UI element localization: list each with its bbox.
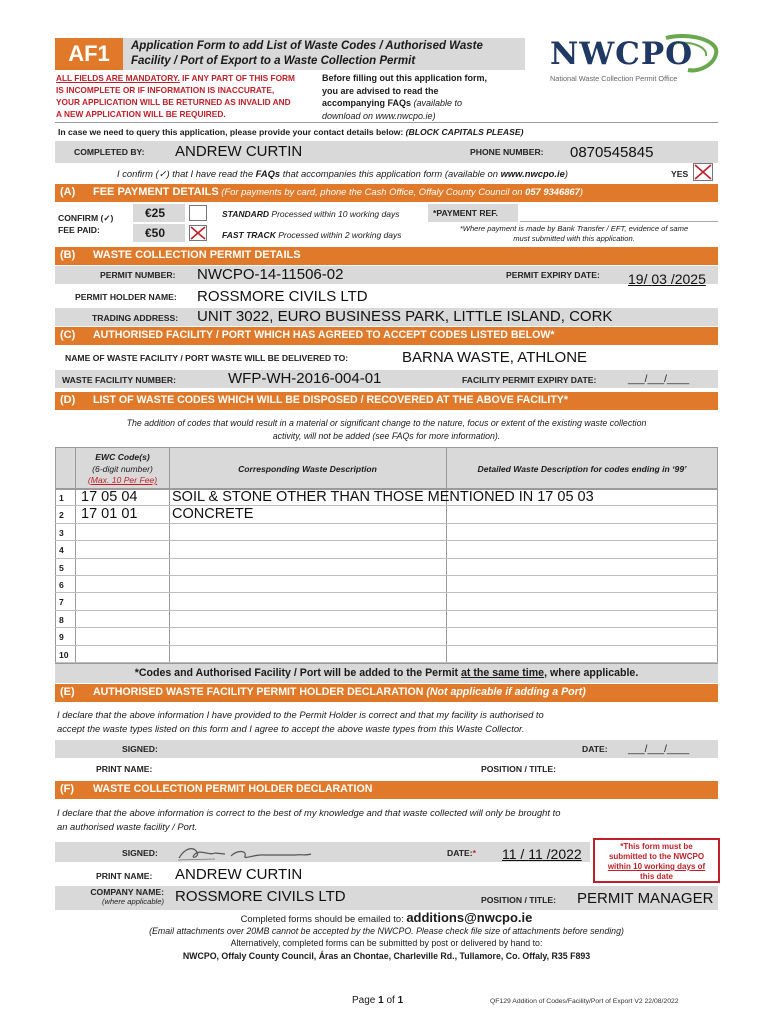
section-e-declaration: I declare that the above information I have provided to the Permit Holder is correct and that my facility is authorised to accept the waste types listed on this form and I agree to accept the above waste types from this Waste Collector. (57, 709, 544, 734)
fee-25-amount: €25 (145, 206, 166, 220)
faq-advice: Before filling out this application form, you are advised to read the accompanying FAQs (available to download on www.nwcpo.ie) (322, 73, 488, 121)
waste-description-field[interactable]: SOIL & STONE OTHER THAN THOSE MENTIONED IN 17 05 03 (172, 489, 594, 505)
section-e-position-label: POSITION / TITLE: (481, 764, 556, 774)
col-desc-header: Corresponding Waste Description (238, 464, 377, 474)
facility-name-label: NAME OF WASTE FACILITY / PORT WASTE WILL BE DELIVERED TO: (65, 353, 349, 363)
table-row (55, 524, 718, 541)
permit-holder-label: PERMIT HOLDER NAME: (75, 292, 177, 302)
table-row (55, 628, 718, 645)
fee-50-amount: €50 (145, 226, 166, 240)
detailed-description-field[interactable] (447, 593, 717, 610)
facility-number-field[interactable]: WFP-WH-2016-004-01 (228, 370, 382, 387)
section-f-company-label: COMPANY NAME: (where applicable) (90, 887, 164, 906)
section-e-signed-label: SIGNED: (122, 744, 158, 754)
post-note: Alternatively, completed forms can be submitted by post or delivered by hand to: (230, 938, 543, 948)
table-row (55, 541, 718, 558)
detailed-description-field[interactable] (447, 646, 717, 663)
fee-25-checkbox[interactable] (189, 205, 207, 221)
mandatory-notice: ALL FIELDS ARE MANDATORY. IF ANY PART OF THIS FORM IS INCOMPLETE OR IF INFORMATION IS INACCURATE, YOUR APPLICATION WILL BE RETURNED AS INVALID AND A NEW APPLICATION WILL BE REQUIRED. (56, 73, 295, 119)
permit-number-field[interactable]: NWCPO-14-11506-02 (197, 266, 344, 283)
section-b-header: (B) WASTE COLLECTION PERMIT DETAILS (55, 247, 718, 265)
detailed-description-field[interactable] (447, 559, 717, 576)
yes-label: YES (671, 169, 689, 179)
facility-number-label: WASTE FACILITY NUMBER: (62, 375, 176, 385)
query-instruction: In case we need to query this application, please provide your contact details below: (BLOCK CAPITALS PLEASE) (58, 127, 524, 137)
document-reference: QF129 Addition of Codes/Facility/Port of Export V2 22/08/2022 (490, 998, 679, 1005)
form-title-line2: Facility / Port of Export to a Waste Collection Permit (131, 55, 416, 67)
row-number: 5 (59, 562, 64, 573)
table-row (55, 646, 718, 663)
attachment-note: (Email attachments over 20MB cannot be accepted by the NWCPO. Please check file size of attachments before sending) (149, 926, 624, 936)
form-title-line1: Application Form to add List of Waste Codes / Authorised Waste (131, 40, 483, 52)
detailed-description-field[interactable] (447, 524, 717, 541)
section-f-date-field[interactable]: 11 / 11 /2022 (502, 846, 582, 862)
facility-expiry-label: FACILITY PERMIT EXPIRY DATE: (462, 375, 597, 385)
section-f-print-field[interactable]: ANDREW CURTIN (175, 866, 303, 883)
nwcpo-logo (548, 32, 723, 87)
row-number: 3 (59, 527, 64, 538)
table-row (55, 611, 718, 628)
section-f-signed-label: SIGNED: (122, 848, 158, 858)
section-e-header: (E) AUTHORISED WASTE FACILITY PERMIT HOLDER DECLARATION (Not applicable if adding a Port) (55, 684, 718, 702)
permit-expiry-label: PERMIT EXPIRY DATE: (506, 270, 600, 280)
facility-name-field[interactable]: BARNA WASTE, ATHLONE (402, 349, 588, 366)
section-e-print-label: PRINT NAME: (96, 764, 153, 774)
logo-wordmark: NWCPO (550, 36, 694, 72)
section-f-date-label: DATE:* (447, 848, 476, 858)
page-number: Page 1 of 1 (352, 995, 404, 1006)
table-row (55, 593, 718, 610)
section-e-date-label: DATE: (582, 744, 608, 754)
section-c-header: (C) AUTHORISED FACILITY / PORT WHICH HAS AGREED TO ACCEPT CODES LISTED BELOW* (55, 327, 718, 345)
row-number: 1 (59, 493, 64, 503)
phone-field[interactable]: 0870545845 (570, 144, 654, 161)
permit-expiry-field[interactable]: 19/ 03 /2025 (628, 271, 706, 287)
postal-address: NWCPO, Offaly County Council, Áras an Chontae, Charleville Rd., Tullamore, Co. Offaly, R35 F893 (182, 951, 591, 961)
row-number: 9 (59, 632, 64, 643)
ewc-code-field[interactable]: 17 01 01 (81, 506, 138, 523)
row-number: 10 (59, 649, 69, 660)
faq-confirm-checkbox[interactable] (693, 163, 713, 181)
detailed-description-field[interactable] (447, 541, 717, 558)
section-e-date-field[interactable]: ___/___/____ (628, 744, 690, 755)
section-e-signature-field[interactable] (172, 740, 472, 758)
section-f-position-label: POSITION / TITLE: (481, 895, 556, 905)
trading-address-label: TRADING ADDRESS: (92, 313, 179, 323)
section-e-position-field[interactable] (575, 760, 715, 778)
form-code-badge: AF1 (55, 38, 123, 70)
section-e-print-field[interactable] (172, 760, 472, 778)
row-number: 7 (59, 597, 64, 608)
waste-description-field[interactable]: CONCRETE (172, 506, 254, 523)
faq-confirm-text: I confirm (✓) that I have read the FAQs that accompanies this application form (available on www.nwcpo.ie) (117, 168, 568, 179)
signature-scribble-icon (175, 842, 315, 864)
section-f-company-field[interactable]: ROSSMORE CIVILS LTD (175, 888, 346, 905)
table-row (55, 489, 718, 506)
trading-address-field[interactable]: UNIT 3022, EURO BUSINESS PARK, LITTLE ISLAND, CORK (197, 308, 613, 325)
check-cross-icon (189, 225, 207, 241)
detailed-description-field[interactable] (447, 506, 717, 523)
header-divider (55, 122, 718, 123)
facility-expiry-field[interactable]: ___/___/____ (628, 374, 690, 385)
section-f-declaration: I declare that the above information is correct to the best of my knowledge and that waste collected will only be brought to an authorised waste facility / Port. (57, 807, 561, 832)
submission-deadline-warning: *This form must be submitted to the NWCPO within 10 working days of this date (593, 838, 720, 883)
row-number: 8 (59, 614, 64, 625)
table-row (55, 576, 718, 593)
col-detail-header: Detailed Waste Description for codes ending in ‘99’ (477, 464, 687, 474)
fee-25-desc: STANDARD Processed within 10 working days (222, 209, 400, 219)
col-ewc-header: EWC Code(s) (6-digit number) (Max. 10 Per Fee) (87, 452, 158, 485)
ewc-code-field[interactable]: 17 05 04 (81, 489, 138, 505)
detailed-description-field[interactable] (447, 628, 717, 645)
email-link[interactable]: additions@nwcpo.ie (406, 910, 533, 925)
confirm-fee-label: CONFIRM (✓) FEE PAID: (58, 213, 114, 235)
phone-label: PHONE NUMBER: (470, 147, 544, 157)
completed-by-field[interactable]: ANDREW CURTIN (175, 143, 303, 160)
email-instruction: Completed forms should be emailed to: additions@nwcpo.ie (240, 910, 533, 925)
table-row (55, 506, 718, 523)
fee-50-checkbox[interactable] (189, 225, 207, 241)
permit-holder-field[interactable]: ROSSMORE CIVILS LTD (197, 288, 368, 305)
payment-ref-field[interactable] (520, 204, 718, 222)
section-d-header: (D) LIST OF WASTE CODES WHICH WILL BE DISPOSED / RECOVERED AT THE ABOVE FACILITY* (55, 392, 718, 410)
table-row (55, 559, 718, 576)
payment-ref-label: *PAYMENT REF. (433, 208, 498, 218)
completed-by-label: COMPLETED BY: (74, 147, 145, 157)
section-f-position-field[interactable]: PERMIT MANAGER (577, 890, 714, 907)
waste-codes-intro: The addition of codes that would result in a material or significant change to the nature, focus or extent of the existing waste collection activity, will not be added (see FAQs for more information). (126, 418, 647, 441)
section-f-signature-field[interactable] (175, 842, 315, 864)
section-f-print-label: PRINT NAME: (96, 871, 153, 881)
codes-footer-note: *Codes and Authorised Facility / Port will be added to the Permit at the same time, where applicable. (134, 667, 639, 679)
payment-note: *Where payment is made by Bank Transfer / EFT, evidence of same must submitted with this application. (459, 224, 689, 243)
row-number: 6 (59, 580, 64, 590)
permit-number-label: PERMIT NUMBER: (100, 270, 176, 280)
fee-50-desc: FAST TRACK Processed within 2 working days (222, 230, 402, 240)
check-cross-icon (693, 163, 713, 181)
row-number: 4 (59, 545, 64, 556)
detailed-description-field[interactable] (447, 489, 717, 506)
row-number: 2 (59, 510, 64, 521)
section-f-header: (F) WASTE COLLECTION PERMIT HOLDER DECLARATION (55, 781, 718, 799)
logo-subtitle: National Waste Collection Permit Office (550, 74, 678, 83)
detailed-description-field[interactable] (447, 576, 717, 593)
detailed-description-field[interactable] (447, 611, 717, 628)
section-a-header: (A) FEE PAYMENT DETAILS (For payments by card, phone the Cash Office, Offaly County Council on 057 9346867) (55, 184, 718, 202)
